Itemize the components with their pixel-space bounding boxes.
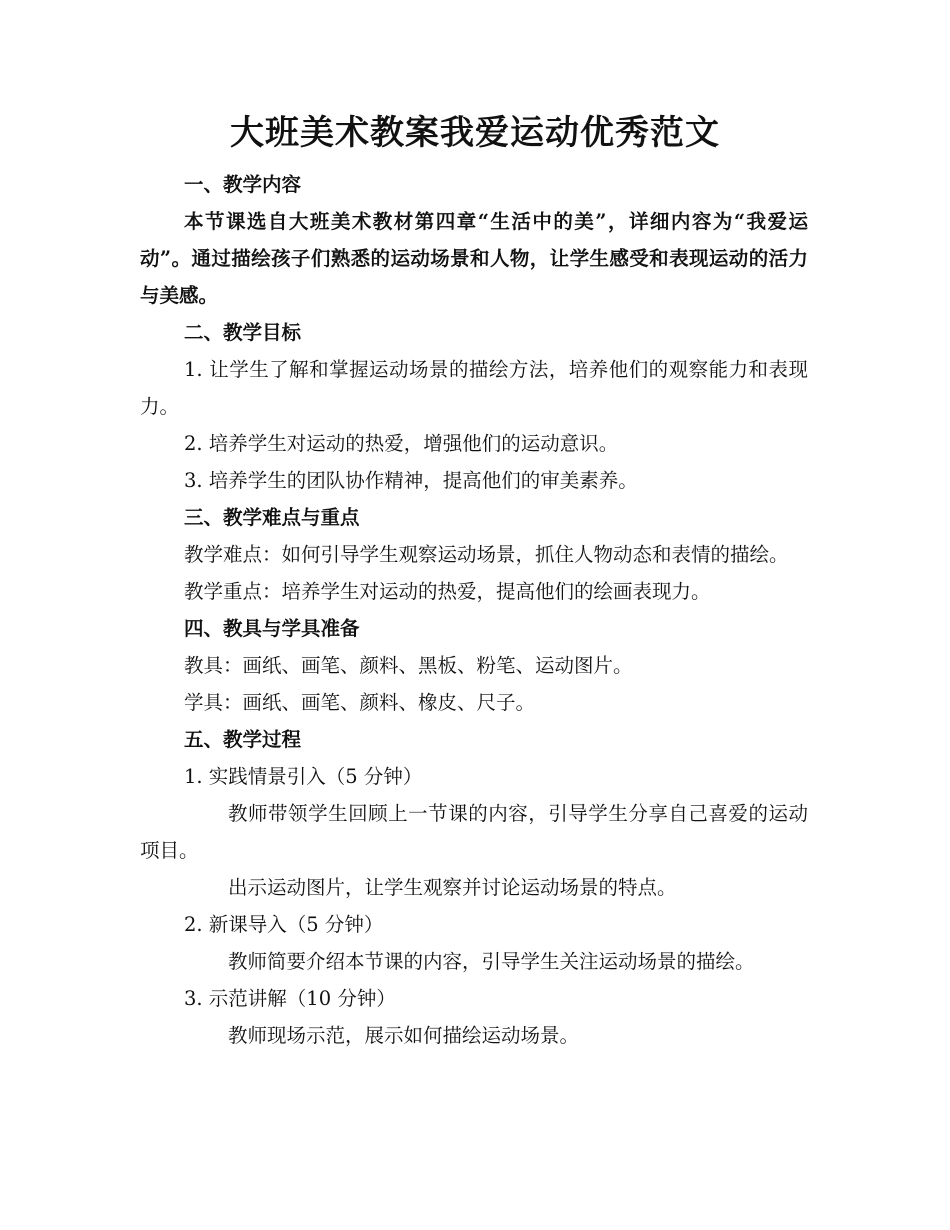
process-step-text: 出示运动图片，让学生观察并讨论运动场景的特点。 xyxy=(228,876,677,899)
objective-item: 3. 培养学生的团队协作精神，提高他们的审美素养。 xyxy=(184,469,638,492)
content-paragraph: 本节课选自大班美术教材第四章“生活中的美”，详细内容为“我爱运动”。通过描绘孩子们熟悉的运动场景和人物，让学生感受和表现运动的活力与美感。 xyxy=(140,210,808,307)
objective-item: 2. 培养学生对运动的热爱，增强他们的运动意识。 xyxy=(184,432,619,455)
section-heading-process: 五、教学过程 xyxy=(184,728,302,751)
difficulty-paragraph: 教学难点：如何引导学生观察运动场景，抓住人物动态和表情的描绘。 xyxy=(184,543,789,566)
key-paragraph: 教学重点：培养学生对运动的热爱，提高他们的绘画表现力。 xyxy=(184,580,711,603)
process-step-label: 3. 示范讲解（10 分钟） xyxy=(184,987,396,1010)
section-heading-objectives: 二、教学目标 xyxy=(184,321,302,344)
process-step-text: 教师现场示范，展示如何描绘运动场景。 xyxy=(228,1024,580,1047)
section-heading-tools: 四、教具与学具准备 xyxy=(184,617,360,640)
process-step-text: 教师简要介绍本节课的内容，引导学生关注运动场景的描绘。 xyxy=(228,950,755,973)
section-heading-content: 一、教学内容 xyxy=(184,173,302,196)
objective-item: 1. 让学生了解和掌握运动场景的描绘方法，培养他们的观察能力和表现力。 xyxy=(140,358,808,418)
section-heading-difficulty: 三、教学难点与重点 xyxy=(184,506,360,529)
teacher-tools: 教具：画纸、画笔、颜料、黑板、粉笔、运动图片。 xyxy=(184,654,633,677)
document-title: 大班美术教案我爱运动优秀范文 xyxy=(230,113,720,153)
process-step-label: 1. 实践情景引入（5 分钟） xyxy=(184,765,423,788)
process-step-label: 2. 新课导入（5 分钟） xyxy=(184,913,384,936)
document-body xyxy=(140,166,808,1054)
student-tools: 学具：画纸、画笔、颜料、橡皮、尺子。 xyxy=(184,691,536,714)
process-step-text: 教师带领学生回顾上一节课的内容，引导学生分享自己喜爱的运动项目。 xyxy=(140,802,808,862)
